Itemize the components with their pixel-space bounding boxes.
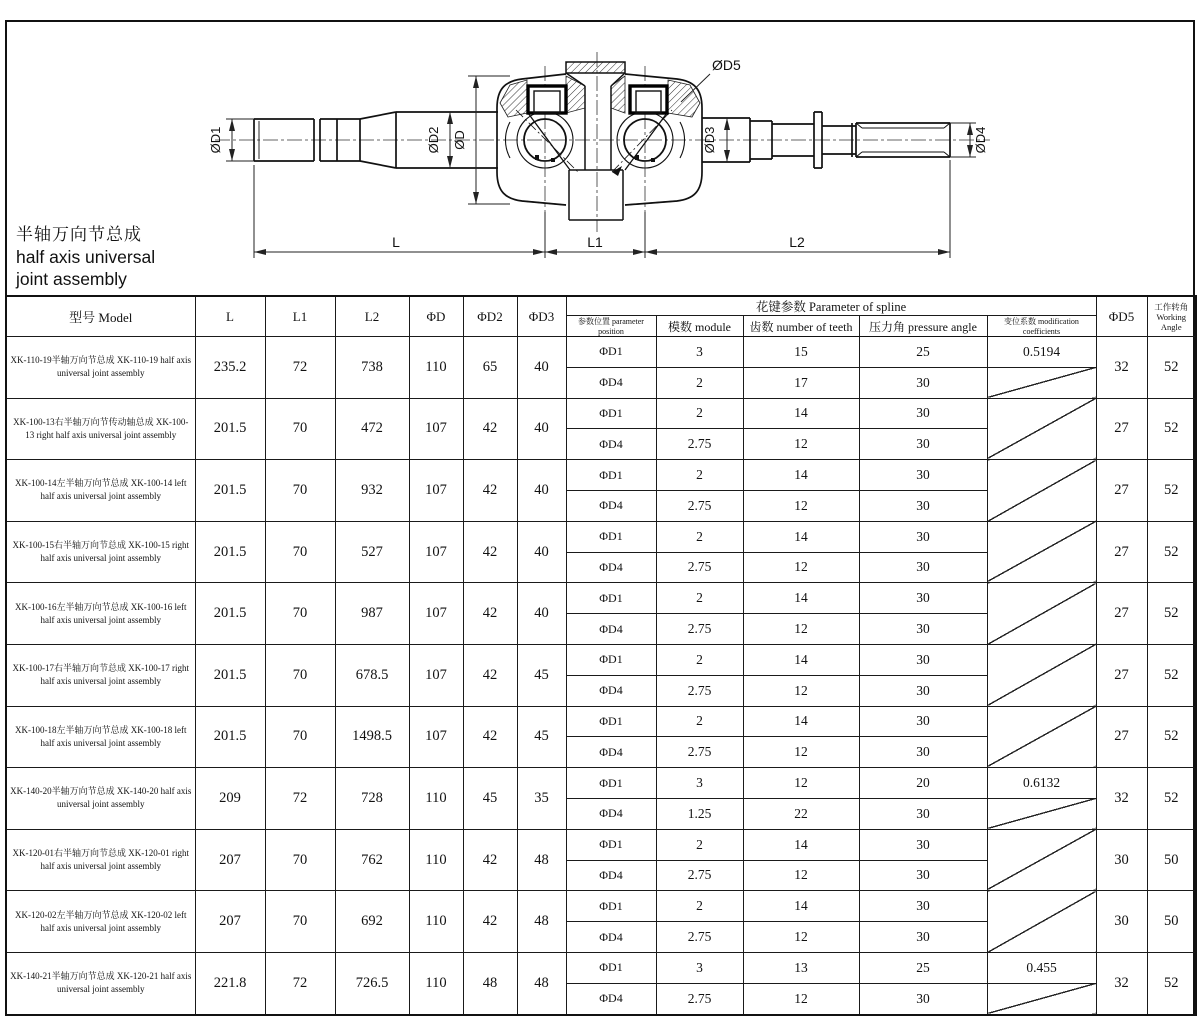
cell-D: 107: [409, 583, 463, 645]
table-row: [6, 460, 1196, 491]
cell-D2: 42: [463, 644, 517, 706]
label-d2: ØD2: [426, 126, 441, 154]
cell-pressure-angle: 30: [859, 521, 987, 552]
cell-teeth: 14: [743, 706, 859, 737]
table-row: [6, 583, 1196, 614]
cell-D: 110: [409, 768, 463, 830]
cell-D: 107: [409, 644, 463, 706]
cell-working-angle: 52: [1147, 952, 1196, 1015]
cell-module: 2.75: [656, 922, 743, 953]
cell-D: 110: [409, 952, 463, 1015]
dimension-labels: [208, 57, 988, 250]
cell-D5: 32: [1096, 952, 1147, 1015]
cell-D3: 45: [517, 706, 566, 768]
title-block: [16, 224, 155, 290]
cell-pressure-angle: 30: [859, 429, 987, 460]
cell-D: 110: [409, 891, 463, 953]
cell-pressure-angle: 30: [859, 490, 987, 521]
cell-pressure-angle: 30: [859, 367, 987, 398]
cell-D3: 40: [517, 398, 566, 460]
col-header-l: L: [195, 296, 265, 337]
cell-L2: 726.5: [335, 952, 409, 1015]
cell-pressure-angle: 30: [859, 860, 987, 891]
cell-L: 201.5: [195, 706, 265, 768]
cell-D: 110: [409, 829, 463, 891]
cell-parameter-position: ΦD4: [566, 490, 656, 521]
universal-joint-technical-drawing: [0, 0, 1200, 295]
cell-parameter-position: ΦD1: [566, 398, 656, 429]
cell-parameter-position: ΦD4: [566, 922, 656, 953]
label-l: L: [392, 234, 400, 250]
cell-module: 2.75: [656, 675, 743, 706]
cell-module: 2: [656, 644, 743, 675]
cell-parameter-position: ΦD4: [566, 429, 656, 460]
col-header-model: 型号 Model: [6, 296, 195, 337]
cell-teeth: 17: [743, 367, 859, 398]
cell-modification-coefficient: [987, 798, 1096, 829]
cell-working-angle: 50: [1147, 829, 1196, 891]
cell-D2: 42: [463, 891, 517, 953]
specification-table: [5, 295, 1197, 1016]
label-d: ØD: [452, 130, 467, 150]
cell-D5: 30: [1096, 829, 1147, 891]
cell-teeth: 15: [743, 337, 859, 368]
table-row: [6, 706, 1196, 737]
cell-module: 2: [656, 367, 743, 398]
cell-L: 201.5: [195, 644, 265, 706]
table-body: [6, 337, 1196, 1016]
cell-D2: 65: [463, 337, 517, 399]
cell-module: 3: [656, 768, 743, 799]
cell-module: 2.75: [656, 429, 743, 460]
centerlines: [215, 52, 990, 232]
cell-teeth: 14: [743, 644, 859, 675]
cell-D3: 40: [517, 583, 566, 645]
cell-module: 2.75: [656, 490, 743, 521]
cell-modification-coefficient: [987, 521, 1096, 583]
cell-L2: 987: [335, 583, 409, 645]
table-row: [6, 521, 1196, 552]
cell-pressure-angle: 30: [859, 798, 987, 829]
cell-L2: 1498.5: [335, 706, 409, 768]
cell-module: 2: [656, 829, 743, 860]
cell-pressure-angle: 30: [859, 644, 987, 675]
title-chinese: 半轴万向节总成: [16, 225, 142, 244]
cell-D5: 27: [1096, 398, 1147, 460]
cell-L: 207: [195, 829, 265, 891]
dimension-lines: [226, 74, 976, 258]
cell-pressure-angle: 30: [859, 922, 987, 953]
working-angle-cn: 工作转角: [1154, 301, 1189, 312]
cell-modification-coefficient: 0.455: [987, 952, 1096, 983]
table-row: [6, 644, 1196, 675]
cell-pressure-angle: 30: [859, 675, 987, 706]
cell-pressure-angle: 30: [859, 891, 987, 922]
cell-pressure-angle: 30: [859, 737, 987, 768]
cell-L2: 932: [335, 460, 409, 522]
label-d3: ØD3: [702, 126, 717, 154]
cell-D5: 27: [1096, 583, 1147, 645]
table-row: [6, 891, 1196, 922]
cell-working-angle: 52: [1147, 521, 1196, 583]
cell-working-angle: 52: [1147, 460, 1196, 522]
cell-pressure-angle: 30: [859, 706, 987, 737]
cell-module: 2: [656, 583, 743, 614]
cell-teeth: 13: [743, 952, 859, 983]
cell-modification-coefficient: [987, 644, 1096, 706]
cell-modification-coefficient: [987, 891, 1096, 953]
cell-D3: 48: [517, 891, 566, 953]
cell-teeth: 12: [743, 429, 859, 460]
cell-D3: 40: [517, 521, 566, 583]
cell-parameter-position: ΦD4: [566, 367, 656, 398]
cell-parameter-position: ΦD4: [566, 798, 656, 829]
label-l2: L2: [789, 234, 805, 250]
cell-module: 2.75: [656, 737, 743, 768]
col-header-d2: ΦD2: [463, 296, 517, 337]
cell-D3: 45: [517, 644, 566, 706]
model-cell: XK-140-20半轴万向节总成 XK-140-20 half axis universal joint assembly: [6, 768, 195, 830]
cell-working-angle: 52: [1147, 768, 1196, 830]
cell-parameter-position: ΦD4: [566, 983, 656, 1015]
cell-D5: 27: [1096, 521, 1147, 583]
cell-L2: 472: [335, 398, 409, 460]
cell-teeth: 12: [743, 768, 859, 799]
cell-parameter-position: ΦD1: [566, 337, 656, 368]
cell-L: 201.5: [195, 460, 265, 522]
cell-D2: 42: [463, 829, 517, 891]
cell-teeth: 14: [743, 398, 859, 429]
cell-L1: 70: [265, 644, 335, 706]
cell-teeth: 12: [743, 675, 859, 706]
cell-D5: 30: [1096, 891, 1147, 953]
cell-D5: 32: [1096, 337, 1147, 399]
model-cell: XK-100-15右半轴万向节总成 XK-100-15 right half axis universal joint assembly: [6, 521, 195, 583]
cell-L1: 70: [265, 521, 335, 583]
cell-pressure-angle: 25: [859, 337, 987, 368]
cell-parameter-position: ΦD1: [566, 521, 656, 552]
table-row: [6, 337, 1196, 368]
cell-teeth: 12: [743, 860, 859, 891]
cell-D: 107: [409, 706, 463, 768]
table-row: [6, 768, 1196, 799]
cell-parameter-position: ΦD1: [566, 829, 656, 860]
cell-module: 3: [656, 337, 743, 368]
cell-pressure-angle: 30: [859, 552, 987, 583]
cell-parameter-position: ΦD4: [566, 614, 656, 645]
cell-modification-coefficient: [987, 583, 1096, 645]
col-header-pressure-angle: 压力角 pressure angle: [859, 316, 987, 337]
model-cell: XK-120-01右半轴万向节总成 XK-120-01 right half axis universal joint assembly: [6, 829, 195, 891]
cell-parameter-position: ΦD1: [566, 583, 656, 614]
cell-L1: 70: [265, 891, 335, 953]
cell-parameter-position: ΦD1: [566, 891, 656, 922]
cell-D2: 45: [463, 768, 517, 830]
cell-module: 3: [656, 952, 743, 983]
cell-module: 2: [656, 891, 743, 922]
title-english-line1: half axis universal: [16, 247, 156, 267]
col-header-d: ΦD: [409, 296, 463, 337]
cell-D2: 42: [463, 398, 517, 460]
cell-parameter-position: ΦD4: [566, 860, 656, 891]
cell-modification-coefficient: 0.6132: [987, 768, 1096, 799]
cell-module: 2.75: [656, 983, 743, 1015]
cell-module: 2.75: [656, 860, 743, 891]
cell-L: 201.5: [195, 398, 265, 460]
table-row: [6, 952, 1196, 983]
cell-module: 2: [656, 706, 743, 737]
cell-teeth: 12: [743, 922, 859, 953]
cell-pressure-angle: 30: [859, 829, 987, 860]
cell-modification-coefficient: [987, 398, 1096, 460]
cell-module: 2: [656, 398, 743, 429]
cell-teeth: 14: [743, 583, 859, 614]
cell-D3: 35: [517, 768, 566, 830]
cell-pressure-angle: 30: [859, 583, 987, 614]
cell-D: 107: [409, 398, 463, 460]
model-cell: XK-100-14左半轴万向节总成 XK-100-14 left half axis universal joint assembly: [6, 460, 195, 522]
cell-module: 1.25: [656, 798, 743, 829]
cell-parameter-position: ΦD1: [566, 460, 656, 491]
col-header-module: 模数 module: [656, 316, 743, 337]
cell-D5: 27: [1096, 460, 1147, 522]
col-header-modification-coefficients: 变位系数 modification coefficients: [987, 316, 1096, 337]
cell-D3: 40: [517, 337, 566, 399]
model-cell: XK-110-19半轴万向节总成 XK-110-19 half axis universal joint assembly: [6, 337, 195, 399]
cell-D: 107: [409, 460, 463, 522]
col-header-d5: ΦD5: [1096, 296, 1147, 337]
cell-teeth: 12: [743, 983, 859, 1015]
cell-D: 107: [409, 521, 463, 583]
cell-teeth: 14: [743, 829, 859, 860]
cell-L2: 762: [335, 829, 409, 891]
cell-D3: 48: [517, 952, 566, 1015]
cell-module: 2: [656, 460, 743, 491]
cell-D2: 48: [463, 952, 517, 1015]
cell-L1: 72: [265, 768, 335, 830]
cell-L1: 72: [265, 952, 335, 1015]
cell-modification-coefficient: [987, 367, 1096, 398]
header-row-1: [6, 296, 1196, 316]
cell-teeth: 14: [743, 521, 859, 552]
cell-pressure-angle: 30: [859, 983, 987, 1015]
cell-modification-coefficient: 0.5194: [987, 337, 1096, 368]
cell-working-angle: 50: [1147, 891, 1196, 953]
cell-D2: 42: [463, 706, 517, 768]
cell-L2: 692: [335, 891, 409, 953]
model-cell: XK-100-13右半轴万向节传动轴总成 XK-100-13 right half axis universal joint assembly: [6, 398, 195, 460]
cell-parameter-position: ΦD4: [566, 552, 656, 583]
cell-D3: 48: [517, 829, 566, 891]
cell-D: 110: [409, 337, 463, 399]
cell-pressure-angle: 20: [859, 768, 987, 799]
cell-teeth: 14: [743, 891, 859, 922]
cell-modification-coefficient: [987, 460, 1096, 522]
cell-module: 2.75: [656, 552, 743, 583]
label-l1: L1: [587, 234, 603, 250]
model-cell: XK-100-17右半轴万向节总成 XK-100-17 right half axis universal joint assembly: [6, 644, 195, 706]
cell-parameter-position: ΦD1: [566, 644, 656, 675]
col-header-working-angle: [1147, 296, 1196, 337]
cell-L1: 70: [265, 398, 335, 460]
label-d5: ØD5: [712, 57, 741, 73]
cell-D5: 27: [1096, 644, 1147, 706]
cell-D5: 32: [1096, 768, 1147, 830]
cell-D2: 42: [463, 583, 517, 645]
cell-D5: 27: [1096, 706, 1147, 768]
cell-L: 209: [195, 768, 265, 830]
col-header-l1: L1: [265, 296, 335, 337]
cell-pressure-angle: 30: [859, 398, 987, 429]
bearing-cups: [528, 86, 667, 113]
cell-parameter-position: ΦD1: [566, 768, 656, 799]
cell-teeth: 22: [743, 798, 859, 829]
cell-L: 221.8: [195, 952, 265, 1015]
cell-L: 201.5: [195, 521, 265, 583]
title-english-line2: joint assembly: [16, 269, 127, 289]
cell-L2: 678.5: [335, 644, 409, 706]
model-cell: XK-100-18左半轴万向节总成 XK-100-18 left half axis universal joint assembly: [6, 706, 195, 768]
cell-module: 2: [656, 521, 743, 552]
cell-L1: 70: [265, 583, 335, 645]
cell-parameter-position: ΦD4: [566, 737, 656, 768]
cell-pressure-angle: 30: [859, 614, 987, 645]
cell-L: 201.5: [195, 583, 265, 645]
cell-working-angle: 52: [1147, 337, 1196, 399]
cell-D2: 42: [463, 521, 517, 583]
cell-working-angle: 52: [1147, 706, 1196, 768]
col-header-parameter-position: 参数位置 parameter position: [566, 316, 656, 337]
label-d1: ØD1: [208, 126, 223, 154]
cell-L2: 728: [335, 768, 409, 830]
cell-L1: 70: [265, 829, 335, 891]
model-cell: XK-120-02左半轴万向节总成 XK-120-02 left half axis universal joint assembly: [6, 891, 195, 953]
cell-working-angle: 52: [1147, 583, 1196, 645]
cell-L1: 72: [265, 337, 335, 399]
col-header-teeth: 齿数 number of teeth: [743, 316, 859, 337]
cell-modification-coefficient: [987, 983, 1096, 1015]
working-angle-en: Working Angle: [1156, 311, 1187, 332]
cell-modification-coefficient: [987, 829, 1096, 891]
cell-L: 207: [195, 891, 265, 953]
col-header-spline-group: 花键参数 Parameter of spline: [566, 296, 1096, 316]
table-row: [6, 829, 1196, 860]
cell-teeth: 12: [743, 490, 859, 521]
col-header-d3: ΦD3: [517, 296, 566, 337]
cell-working-angle: 52: [1147, 398, 1196, 460]
cell-D3: 40: [517, 460, 566, 522]
cell-parameter-position: ΦD1: [566, 706, 656, 737]
cell-L: 235.2: [195, 337, 265, 399]
model-cell: XK-140-21半轴万向节总成 XK-120-21 half axis universal joint assembly: [6, 952, 195, 1015]
cell-teeth: 12: [743, 552, 859, 583]
cell-modification-coefficient: [987, 706, 1096, 768]
cell-parameter-position: ΦD4: [566, 675, 656, 706]
table-row: [6, 398, 1196, 429]
cell-working-angle: 52: [1147, 644, 1196, 706]
model-cell: XK-100-16左半轴万向节总成 XK-100-16 left half axis universal joint assembly: [6, 583, 195, 645]
cell-pressure-angle: 25: [859, 952, 987, 983]
cell-teeth: 12: [743, 737, 859, 768]
col-header-l2: L2: [335, 296, 409, 337]
cell-L2: 527: [335, 521, 409, 583]
cell-parameter-position: ΦD1: [566, 952, 656, 983]
cell-L1: 70: [265, 460, 335, 522]
cell-L1: 70: [265, 706, 335, 768]
cell-module: 2.75: [656, 614, 743, 645]
cell-L2: 738: [335, 337, 409, 399]
cell-D2: 42: [463, 460, 517, 522]
cell-teeth: 12: [743, 614, 859, 645]
cell-teeth: 14: [743, 460, 859, 491]
bearing-circles: [516, 110, 672, 176]
cell-pressure-angle: 30: [859, 460, 987, 491]
label-d4: ØD4: [973, 126, 988, 154]
